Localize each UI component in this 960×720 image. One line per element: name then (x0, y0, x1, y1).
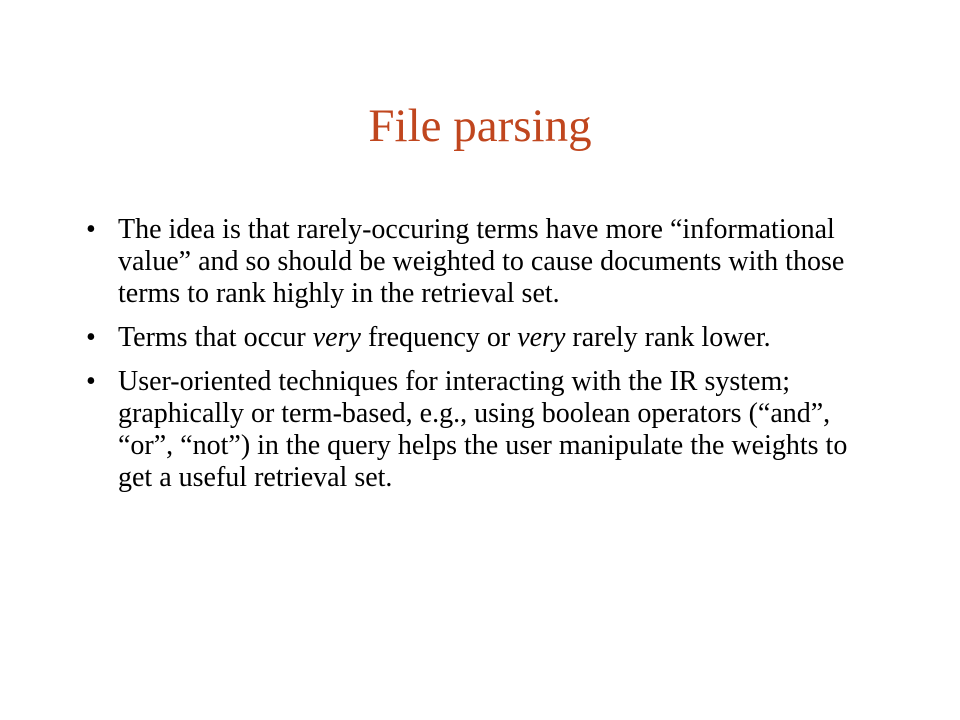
bullet-dot: • (86, 322, 96, 353)
bullet-text-3: User-oriented techniques for interacting with the IR system; graphically or term-based, e.g., using boolean operators (“and”, “or”, “not”) in the query helps the user manipulate the weights to get a useful retrieval set. (118, 366, 848, 493)
slide-title: File parsing (368, 100, 592, 152)
bullet-text-2 (118, 322, 771, 353)
bullet-text-2-part1: Terms that occur (118, 322, 313, 353)
bullet-text-2-emphasis2: very (517, 322, 566, 353)
bullet-dot: • (86, 214, 96, 245)
bullet-item-2 (78, 322, 888, 354)
bullet-dot: • (86, 366, 96, 397)
bullet-text-2-part2: frequency or (360, 322, 518, 353)
bullet-item-1 (78, 214, 888, 310)
bullet-text-2-part3: rarely rank lower. (565, 322, 771, 353)
bullet-text-2-emphasis1: very (312, 322, 361, 353)
bullet-list (78, 214, 888, 506)
bullet-text-1: The idea is that rarely-occuring terms have more “informational value” and so should be weighted to cause documents with those terms to rank highly in the retrieval set. (118, 214, 845, 309)
bullet-item-3 (78, 366, 888, 494)
